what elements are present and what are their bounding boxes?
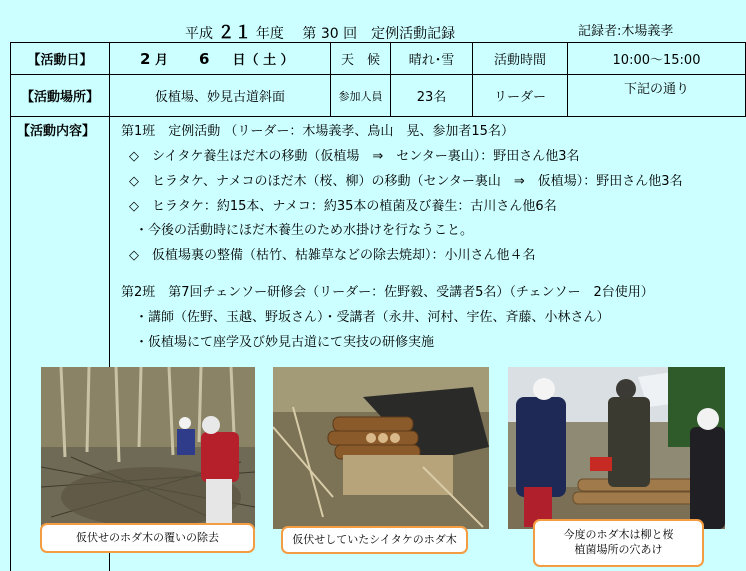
content-line: ◇ ヒラタケ、ナメコのほだ木（桜、柳）の移動（センター裏山 ⇒ 仮植場）：野田さん他3名 — [129, 174, 683, 189]
content-line: 第1班 定例活動 （リーダー：木場義孝、鳥山 晃、参加者15名） — [121, 124, 514, 139]
time-label: 活動時間 — [473, 43, 568, 75]
participants-value: 23名 — [391, 75, 473, 117]
content-line: ・講師（佐野、玉越、野坂さん）・受講者（永井、河村、宇佐、斉藤、小林さん） — [135, 310, 610, 325]
place-value: 仮植場、妙見古道斜面 — [110, 75, 331, 117]
date-month-unit: 月 — [154, 53, 168, 68]
date-day: 6 — [199, 50, 210, 68]
date-label: 【活動日】 — [11, 43, 110, 75]
participants-label: 参加人員 — [331, 75, 391, 117]
photo-caption-2: 仮伏せしていたシイタケのホダ木 — [281, 526, 468, 554]
title-prefix: 平成 — [185, 26, 213, 42]
record-table — [10, 42, 746, 117]
time-value: 10:00～15:00 — [568, 43, 746, 75]
date-day-unit: 日（ 土 ） — [232, 53, 294, 68]
weather-value: 晴れ･雪 — [391, 43, 473, 75]
leader-value: 下記の通り — [568, 75, 746, 117]
content-line: ◇ ヒラタケ：約15本、ナメコ：約35本の植菌及び養生：古川さん他6名 — [129, 199, 557, 214]
content-line: ・仮植場にて座学及び妙見古道にて実技の研修実施 — [135, 335, 435, 350]
photo-drilling-holes — [508, 367, 725, 529]
title-mid: 年度 第 — [255, 26, 317, 42]
title-suffix: 回 定例活動記録 — [343, 26, 456, 42]
title-number: 30 — [320, 26, 339, 42]
place-label: 【活動場所】 — [11, 75, 110, 117]
leader-label: リーダー — [473, 75, 568, 117]
photo-shiitake-logs — [273, 367, 489, 529]
weather-label: 天 候 — [331, 43, 391, 75]
caption-3-line2: 植菌場所の穴あけ — [574, 543, 663, 556]
photo-removing-cover — [41, 367, 255, 529]
photo-caption-3 — [533, 519, 704, 567]
recorder-name: 記録者:木場義孝 — [578, 24, 674, 39]
caption-3-line1: 今度のホダ木は柳と桜 — [563, 528, 674, 542]
content-line: ◇ シイタケ養生ほだ木の移動（仮植場 ⇒ センター裏山）：野田さん他3名 — [129, 149, 580, 164]
activity-date — [110, 43, 331, 75]
title-row — [0, 18, 746, 43]
photo-caption-1: 仮伏せのホダ木の覆いの除去 — [40, 523, 255, 553]
content-line: ・今後の活動時にほだ木養生のため水掛けを行なうこと。 — [135, 223, 474, 238]
content-line: 第2班 第7回チェンソー研修会（リーダー：佐野毅、受講者5名）（チェンソー 2台使用） — [121, 285, 654, 300]
date-month: 2 — [140, 50, 151, 68]
content-label: 【活動内容】 — [17, 124, 96, 139]
document-title — [185, 18, 455, 43]
content-line: ◇ 仮植場裏の整備（枯竹、枯雑草などの除去焼却）：小川さん他４名 — [129, 248, 536, 263]
title-year: ２１ — [217, 23, 252, 43]
